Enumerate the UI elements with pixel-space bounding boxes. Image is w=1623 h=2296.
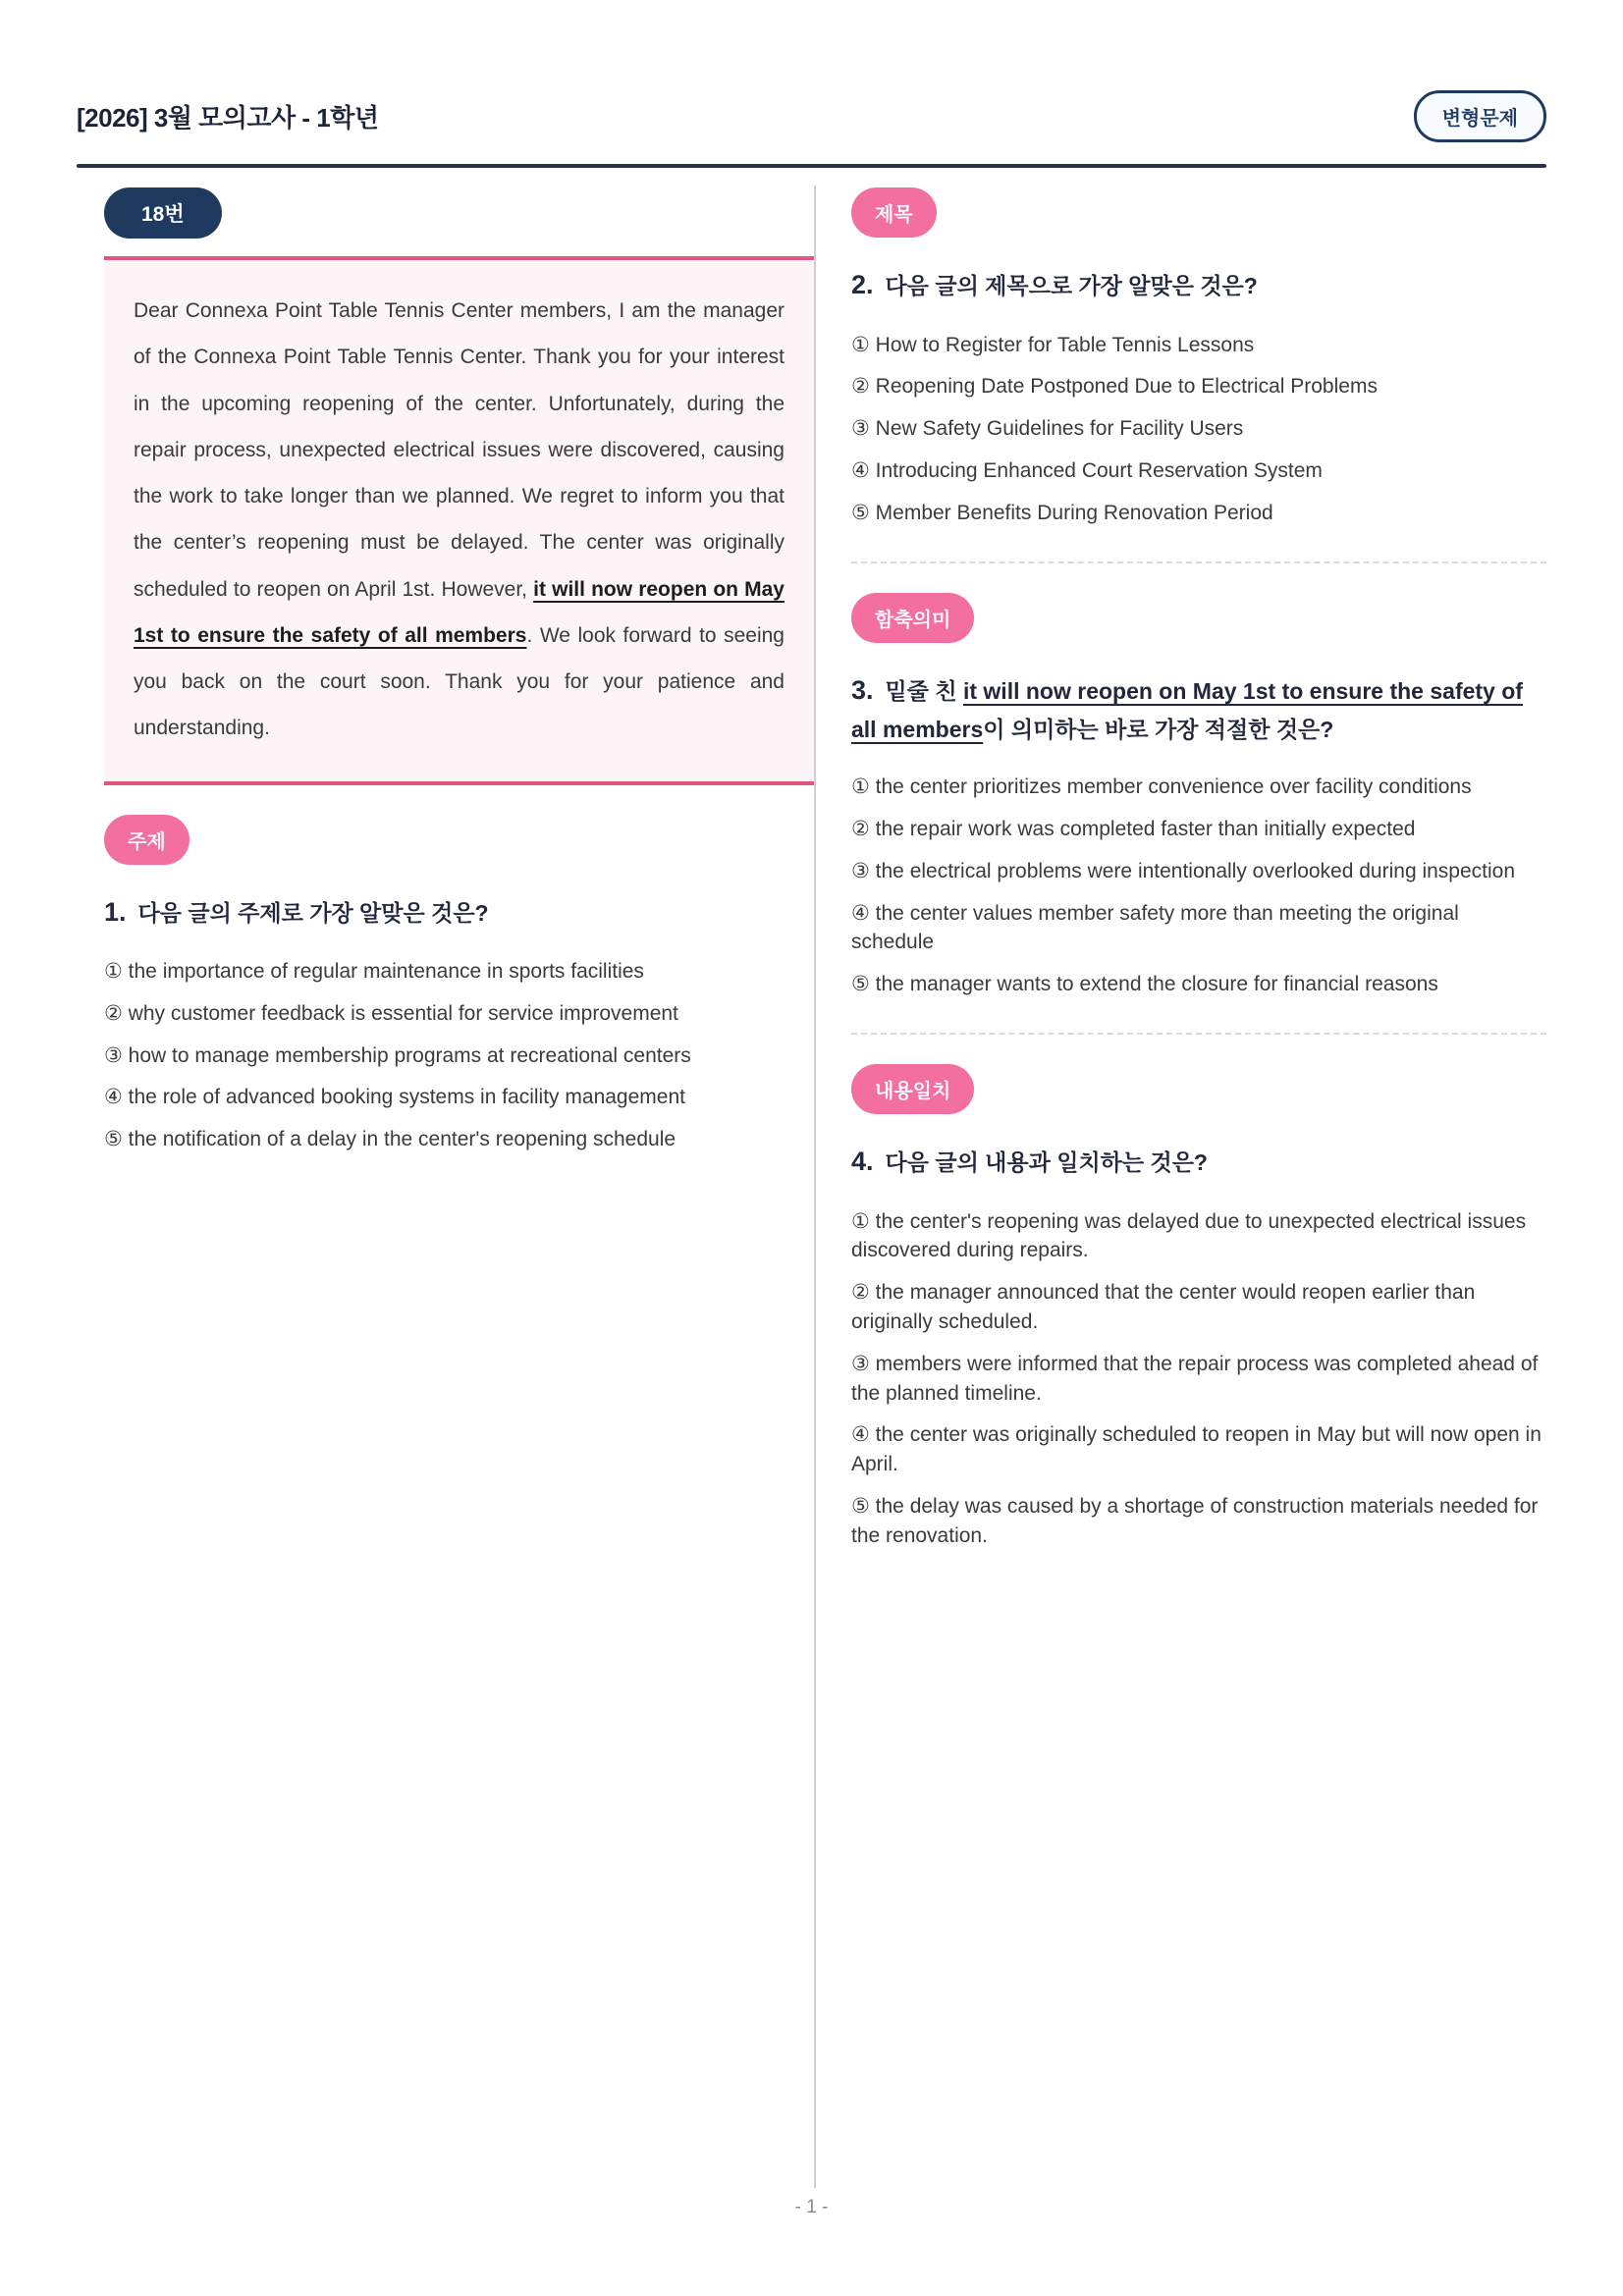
question-2-head: [851, 263, 1546, 307]
question-4-option-2: ② the manager announced that the center would reopen earlier than originally scheduled.: [851, 1281, 1476, 1333]
question-1-option-3: ③ how to manage membership programs at recreational centers: [104, 1043, 691, 1067]
question-2-section: [851, 187, 1546, 528]
right-column: [816, 186, 1546, 2193]
question-1-section: [104, 815, 814, 1155]
page-header: [77, 90, 1546, 142]
question-1-tag-badge: 주제: [104, 815, 189, 865]
question-2-number: 2.: [851, 270, 874, 299]
question-3-prompt-underlined: it will now reopen on May 1st to ensure the safety of all members: [851, 677, 1523, 743]
passage-number-badge: 18번: [104, 187, 222, 239]
header-divider: [77, 164, 1546, 168]
document-title: [2026] 3월 모의고사 - 1학년: [77, 103, 379, 133]
question-3-head: [851, 668, 1546, 749]
question-2-option-4: ④ Introducing Enhanced Court Reservation System: [851, 458, 1323, 482]
question-4-tag-badge: 내용일치: [851, 1064, 974, 1114]
passage-text-after: . We look forward to seeing you back on the court soon. Thank you for your patience and understanding.: [134, 623, 784, 740]
left-column: [77, 186, 814, 2193]
content-columns: [77, 186, 1546, 2193]
question-1-options: [104, 957, 814, 1154]
question-4-option-5: ⑤ the delay was caused by a shortage of construction materials needed for the renovation.: [851, 1495, 1539, 1547]
question-1-prompt: 다음 글의 주제로 가장 알맞은 것은?: [137, 899, 489, 926]
question-4-options: [851, 1207, 1546, 1551]
question-3-number: 3.: [851, 674, 874, 705]
question-3-option-2: ② the repair work was completed faster than initially expected: [851, 817, 1416, 840]
question-3-prompt-after: 이 의미하는 바로 가장 적절한 것은?: [983, 717, 1334, 743]
question-4-option-3: ③ members were informed that the repair process was completed ahead of the planned timeline.: [851, 1352, 1539, 1405]
question-3-options: [851, 773, 1546, 999]
question-4-section: [851, 1064, 1546, 1551]
question-3-prompt-before: 밑줄 친: [885, 677, 963, 704]
question-2-option-2: ② Reopening Date Postponed Due to Electrical Problems: [851, 375, 1378, 399]
section-divider-2: [851, 1033, 1546, 1035]
question-2-option-1: ① How to Register for Table Tennis Lessons: [851, 333, 1255, 356]
question-2-option-3: ③ New Safety Guidelines for Facility Users: [851, 417, 1244, 441]
question-3-tag-badge: 함축의미: [851, 593, 974, 643]
passage-box: [104, 256, 814, 785]
question-4-head: [851, 1140, 1546, 1184]
question-1-option-4: ④ the role of advanced booking systems in facility management: [104, 1086, 685, 1109]
question-3-option-5: ⑤ the manager wants to extend the closure for financial reasons: [851, 973, 1438, 996]
question-1-option-1: ① the importance of regular maintenance in sports facilities: [104, 960, 644, 984]
passage-text-before: Dear Connexa Point Table Tennis Center members, I am the manager of the Connexa Point Table Tennis Center. Thank you for your interest in the upcoming reopening of the center. Unfortunately, during the repair process, unexpected electrical issues were discovered, causing the work to take longer than we planned. We regret to inform you that the center’s reopening must be delayed. The center was originally scheduled to reopen on April 1st. However,: [134, 299, 784, 601]
question-3-option-4: ④ the center values member safety more than meeting the original schedule: [851, 901, 1459, 954]
question-1-number: 1.: [104, 896, 127, 927]
page-number: - 1 -: [794, 2197, 829, 2217]
question-4-option-1: ① the center's reopening was delayed due to unexpected electrical issues discovered during repairs.: [851, 1209, 1527, 1262]
question-2-tag-badge: 제목: [851, 187, 937, 238]
question-4-option-4: ④ the center was originally scheduled to reopen in May but will now open in April.: [851, 1423, 1542, 1476]
question-1-option-5: ⑤ the notification of a delay in the center's reopening schedule: [104, 1128, 676, 1151]
question-3-option-1: ① the center prioritizes member convenience over facility conditions: [851, 775, 1472, 799]
question-3-option-3: ③ the electrical problems were intentionally overlooked during inspection: [851, 859, 1516, 882]
question-3-section: [851, 593, 1546, 999]
question-2-prompt: 다음 글의 제목으로 가장 알맞은 것은?: [885, 273, 1258, 298]
question-1-option-2: ② why customer feedback is essential for service improvement: [104, 1001, 678, 1025]
question-4-number: 4.: [851, 1146, 874, 1176]
question-2-option-5: ⑤ Member Benefits During Renovation Period: [851, 501, 1273, 524]
question-4-prompt: 다음 글의 내용과 일치하는 것은?: [885, 1148, 1208, 1175]
question-2-options: [851, 331, 1546, 528]
variant-problem-badge: 변형문제: [1414, 90, 1546, 142]
section-divider-1: [851, 561, 1546, 563]
passage-underlined-text: it will now reopen on May 1st to ensure the safety of all members: [134, 577, 784, 647]
question-1-head: [104, 890, 814, 934]
